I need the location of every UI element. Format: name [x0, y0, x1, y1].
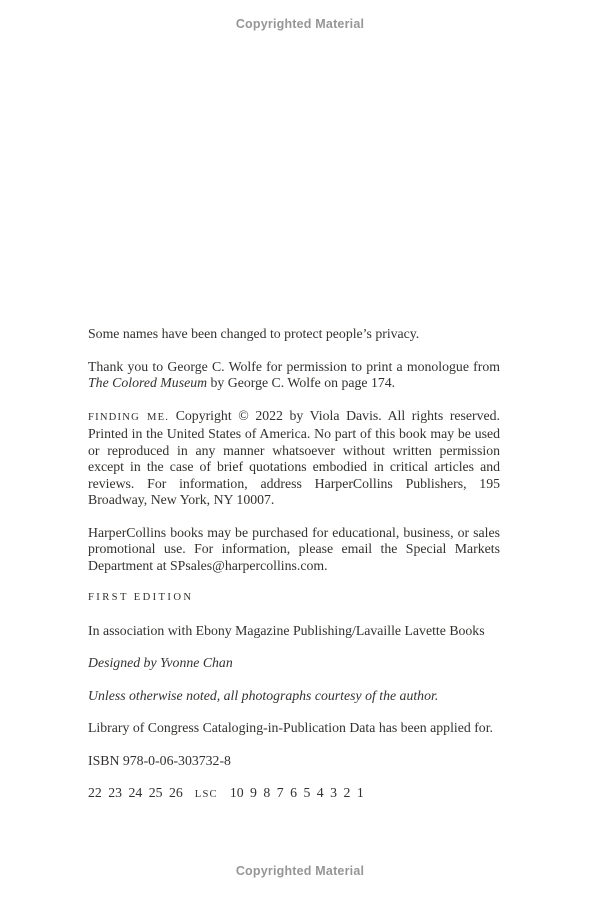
printers-key-years: 22 23 24 25 26 [88, 785, 183, 800]
isbn-line: ISBN 978-0-06-303732-8 [88, 752, 231, 768]
permission-note-after: by George C. Wolfe on page 174. [207, 375, 396, 390]
printers-key-numbers: 10 9 8 7 6 5 4 3 2 1 [229, 785, 364, 800]
copyrighted-material-banner-bottom: Copyrighted Material [235, 864, 365, 878]
library-of-congress-note: Library of Congress Cataloging-in-Publication Data has been applied for. [88, 720, 493, 735]
privacy-note: Some names have been changed to protect people’s privacy. [88, 326, 420, 341]
printers-key-line [88, 785, 500, 804]
copyright-text-block [88, 326, 500, 820]
referenced-work-title: The Colored Museum [88, 375, 208, 390]
edition-statement: FIRST EDITION [88, 592, 194, 603]
book-title-smallcaps: FINDING ME. [88, 411, 170, 423]
permission-note [88, 359, 500, 392]
photo-credit: Unless otherwise noted, all photographs courtesy of the author. [88, 687, 439, 703]
printer-code: LSC [194, 789, 218, 800]
permission-note-before: Thank you to George C. Wolfe for permission to print a monologue from [88, 358, 500, 374]
copyrighted-material-banner-top: Copyrighted Material [235, 17, 365, 31]
association-credit: In association with Ebony Magazine Publishing/Lavaille Lavette Books [88, 622, 485, 638]
sales-note: HarperCollins books may be purchased for educational, business, or sales promotional use. For information, please email the Special Markets Department at SPsales@harpercollins.com. [88, 524, 500, 573]
copyright-notice-text: Copyright © 2022 by Viola Davis. All rights reserved. Printed in the United States of America. No part of this book may be used or reproduced in any manner whatsoever without written permission except in the case of brief quotations embodied in critical articles and reviews. For information, address HarperCollins Publishers, 195 Broadway, New York, NY 10007. [88, 407, 500, 507]
designer-credit: Designed by Yvonne Chan [88, 655, 233, 670]
copyright-notice [88, 408, 500, 509]
